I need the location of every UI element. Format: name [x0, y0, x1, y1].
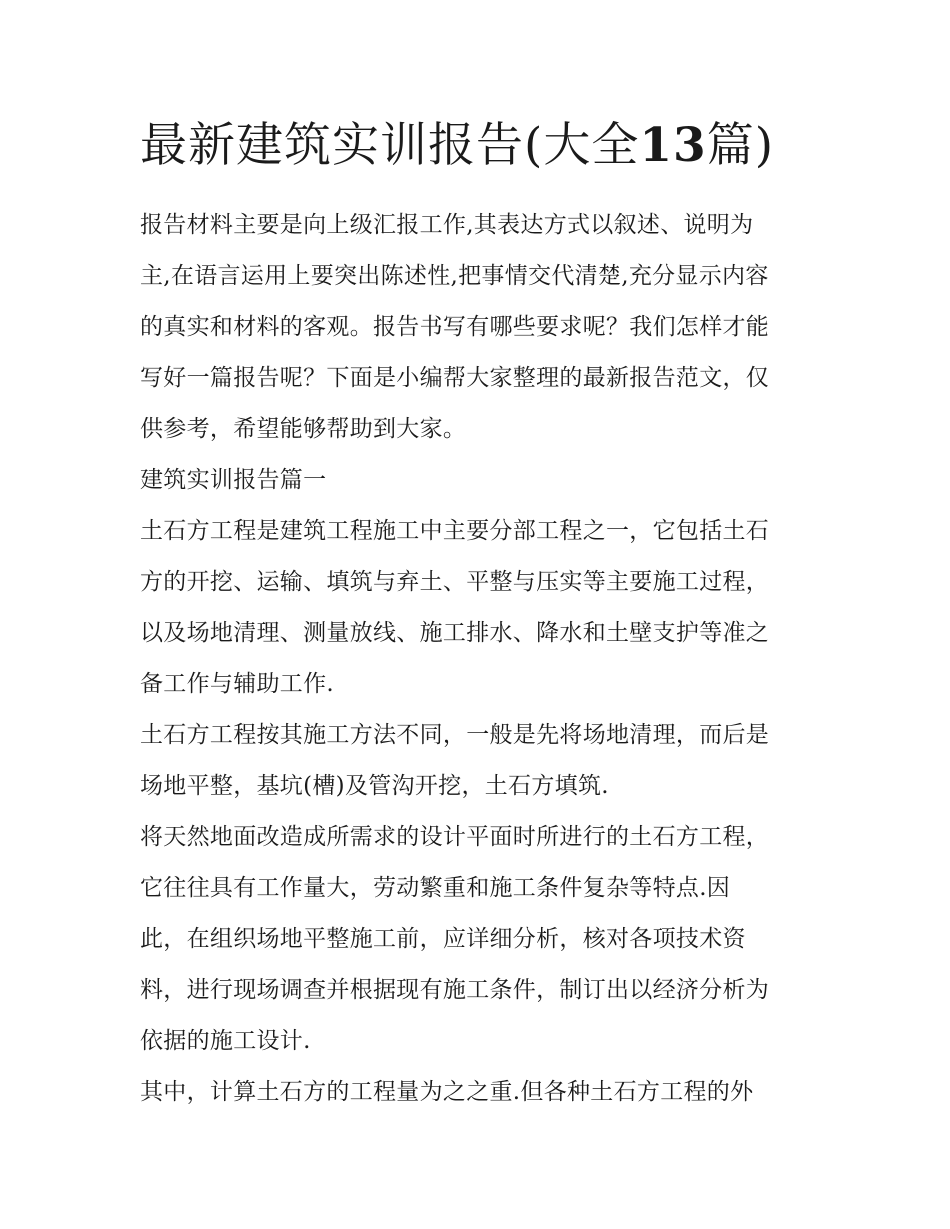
title-suffix: 篇) — [706, 118, 775, 173]
body-line: 方的开挖、运输、填筑与弃土、平整与压实等主要施工过程， — [140, 569, 770, 595]
body-line: 料，进行现场调查并根据现有施工条件，制订出以经济分析为 — [140, 977, 770, 1003]
body-line: 土石方工程是建筑工程施工中主要分部工程之一，它包括土石 — [140, 518, 770, 544]
body-line: 备工作与辅助工作. — [140, 671, 335, 697]
body-line: 报告材料主要是向上级汇报工作,其表达方式以叙述、说明为 — [140, 212, 754, 238]
body-line: 以及场地清理、测量放线、施工排水、降水和土壁支护等准之 — [140, 620, 770, 646]
body-line: 主,在语言运用上要突出陈述性,把事情交代清楚,充分显示内容 — [140, 263, 769, 289]
body-line: 场地平整，基坑(槽)及管沟开挖，土石方填筑. — [140, 773, 609, 799]
body-line: 土石方工程按其施工方法不同，一般是先将场地清理，而后是 — [140, 722, 770, 748]
title-prefix: 最新建筑实训报告(大全 — [140, 118, 640, 173]
document-title — [140, 116, 840, 176]
title-number: 13 — [639, 118, 707, 173]
body-line: 依据的施工设计. — [140, 1028, 311, 1054]
body-line: 其中，计算土石方的工程量为之之重.但各种土石方工程的外 — [140, 1079, 754, 1105]
section-heading: 建筑实训报告篇一 — [140, 467, 327, 493]
body-line: 此，在组织场地平整施工前，应详细分析，核对各项技术资 — [140, 926, 746, 952]
body-line: 将天然地面改造成所需求的设计平面时所进行的土石方工程， — [140, 824, 770, 850]
body-line: 写好一篇报告呢？下面是小编帮大家整理的最新报告范文，仅 — [140, 365, 770, 391]
document-body — [140, 200, 812, 1118]
body-line: 供参考，希望能够帮助到大家。 — [140, 416, 467, 442]
body-line: 的真实和材料的客观。报告书写有哪些要求呢？我们怎样才能 — [140, 314, 770, 340]
body-line: 它往往具有工作量大，劳动繁重和施工条件复杂等特点.因 — [140, 875, 731, 901]
